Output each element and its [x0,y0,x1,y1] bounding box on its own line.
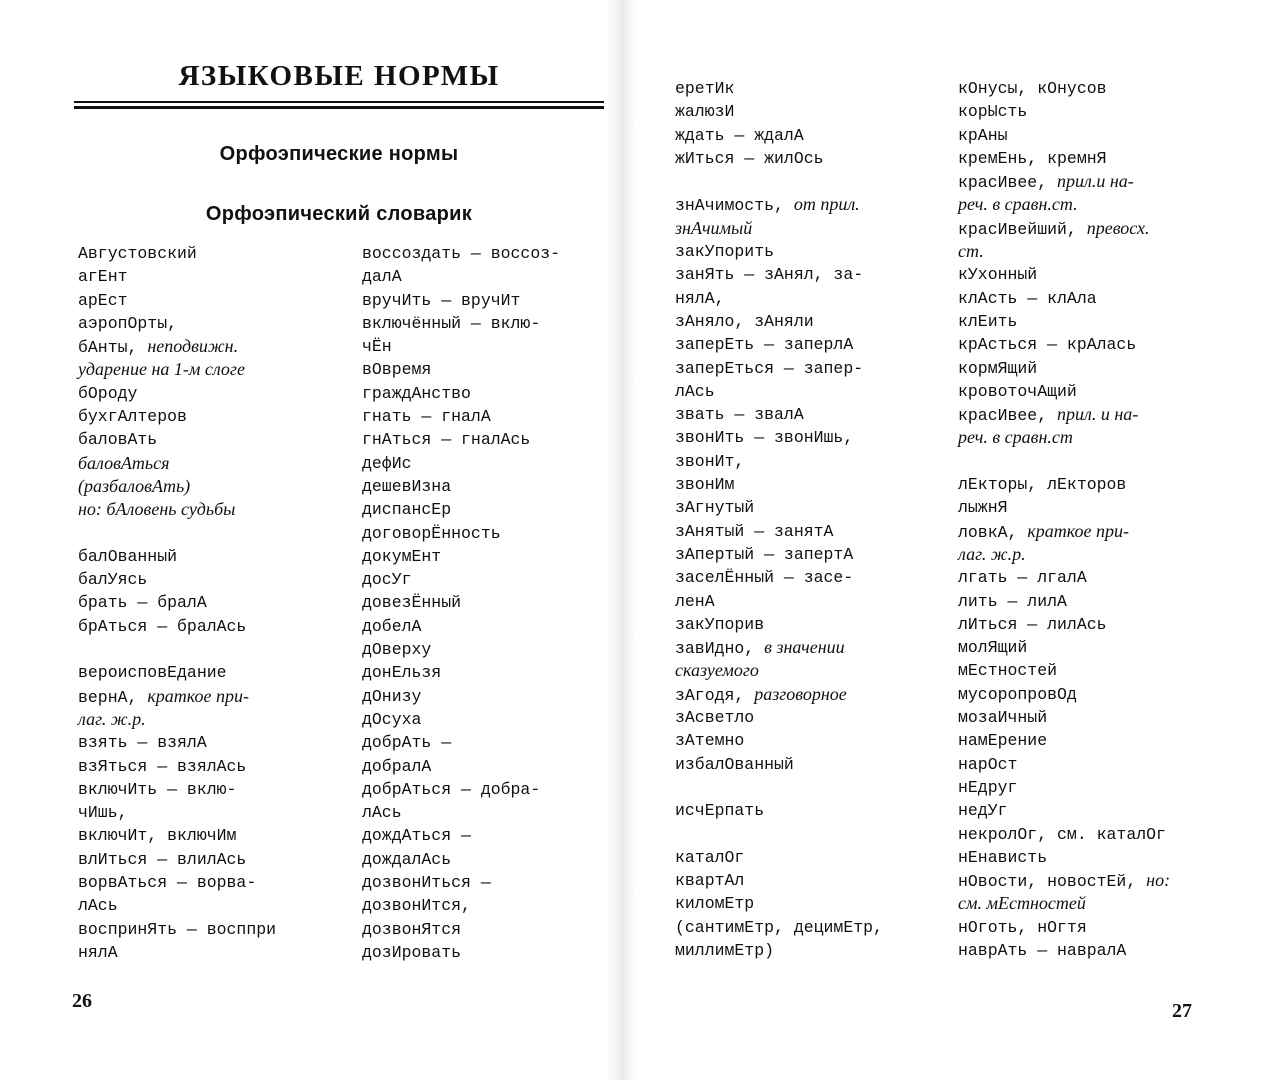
entry-text: недУг [958,801,1008,821]
dictionary-entry [958,659,1170,682]
dictionary-entry [675,846,883,869]
entry-text: заперЕться — запер- [675,358,864,378]
entry-text: кровоточАщий [958,381,1077,401]
dictionary-entry [958,426,1170,449]
entry-note: прил. и на- [1057,404,1139,425]
dictionary-entry [675,333,883,356]
dictionary-entry [675,916,883,939]
dictionary-entry [958,683,1170,706]
entry-text: мусоропровОд [958,684,1077,704]
entry-text: лАсь [362,803,402,823]
entry-text: брать — бралА [78,593,207,613]
entry-text: звать — звалА [675,405,804,425]
entry-text: дОверху [362,640,432,660]
entry-text: намЕрение [958,731,1048,751]
entry-text: нОвости, новостЕй, [958,872,1147,892]
entry-text: кремЕнь, кремнЯ [958,148,1107,168]
dictionary-entry [675,869,883,892]
entry-text: крАсться — крАлась [958,335,1137,355]
entry-note: реч. в сравн.ст [958,427,1073,448]
dictionary-entry [362,428,560,451]
entry-text: дождАться — [362,826,471,846]
entry-text: лАсь [78,896,118,916]
dictionary-entry [362,615,560,638]
dictionary-entry [675,100,883,123]
dictionary-entry [362,265,560,288]
dictionary-entry [958,147,1170,170]
entry-text: жИться — жилОсь [675,148,824,168]
entry-note: ст. [958,241,984,262]
dictionary-entry [958,892,1170,915]
dictionary-entry [78,498,276,521]
entry-text: кормЯщий [958,358,1038,378]
dictionary-entry [675,706,883,729]
dictionary-entry [958,357,1170,380]
dictionary-entry [362,801,560,824]
dictionary-entry [362,335,560,358]
entry-text: дОнизу [362,686,422,706]
entry-text: балУясь [78,570,148,590]
dictionary-entry [675,193,883,216]
entry-text: чЁн [362,337,392,357]
entry-note: ударение на 1-м слоге [78,359,245,380]
entry-text: лгать — лгалА [958,568,1087,588]
dictionary-entry [362,591,560,614]
dictionary-entry [958,287,1170,310]
entry-text: добрАть — [362,733,452,753]
entry-text: зАнятый — занятА [675,521,834,541]
entry-text: крАны [958,125,1008,145]
entry-text: включИт, включИм [78,826,237,846]
entry-text: некролОг, см. каталОг [958,824,1166,844]
dictionary-entry [362,778,560,801]
dictionary-entry [78,685,276,708]
entry-note: баловАться [78,452,170,473]
entry-text: наврАть — навралА [958,940,1127,960]
dictionary-entry [78,335,276,358]
dictionary-entry [78,358,276,381]
dictionary-entry [675,753,883,776]
dictionary-entry [958,77,1170,100]
dictionary-entry [362,941,560,964]
dictionary-entry [675,496,883,519]
entry-text: дешевИзна [362,476,452,496]
entry-note: лаг. ж.р. [78,708,146,729]
dictionary-entry [78,475,276,498]
dictionary-entry [675,566,883,589]
dictionary-entry [78,568,276,591]
dictionary-entry [958,939,1170,962]
entry-text: красИвее, [958,173,1058,193]
dictionary-entry [958,613,1170,636]
entry-text: далА [362,267,402,287]
entry-text: квартАл [675,871,745,891]
entry-text: аэропОрты, [78,313,178,333]
entry-text: ворвАться — ворва- [78,873,257,893]
dictionary-entry [78,661,276,684]
entry-text: Августовский [78,244,197,263]
dictionary-entry [362,289,560,312]
dictionary-entry [78,941,276,964]
entry-note: сказуемого [675,660,759,681]
entry-text: бАнты, [78,338,148,358]
dictionary-entry [78,615,276,638]
entry-text: нарОст [958,754,1018,774]
dictionary-entry [78,848,276,871]
page-number-left: 26 [72,990,92,1012]
dictionary-entry [675,520,883,543]
dictionary-entry [675,543,883,566]
entry-text: гнать — гналА [362,407,491,427]
entry-text: красИвее, [958,406,1058,426]
dictionary-entry [78,382,276,405]
entry-text: нялА, [675,288,725,308]
entry-text: миллимЕтр) [675,940,775,960]
entry-text: ленА [675,591,715,611]
dictionary-entry [958,869,1170,892]
dictionary-entry [362,312,560,335]
entry-text: звонИм [675,475,735,495]
entry-text: вручИть — вручИт [362,290,521,310]
entry-text: вОвремя [362,360,432,380]
blank-line [675,776,883,799]
dictionary-entry [675,403,883,426]
blank-line [675,823,883,846]
dictionary-entry [958,916,1170,939]
blank-line [675,170,883,193]
dictionary-entry [362,755,560,778]
dictionary-entry [362,358,560,381]
dictionary-entry [675,426,883,449]
entry-text: воссоздать — воссоз- [362,244,561,263]
entry-note: но: бАловень судьбы [78,499,236,520]
entry-note: реч. в сравн.ст. [958,194,1078,215]
entry-text: нЕдруг [958,777,1018,797]
entry-text: клАсть — клАла [958,288,1097,308]
entry-text: завИдно, [675,639,765,659]
entry-text: лАсь [675,381,715,401]
entry-text: гнАться — гналАсь [362,430,531,450]
entry-text: киломЕтр [675,894,755,914]
entry-text: ждать — ждалА [675,125,804,145]
dictionary-entry [362,824,560,847]
dictionary-entry [362,894,560,917]
dictionary-entry [362,731,560,754]
dictionary-entry [78,289,276,312]
entry-text: закУпорить [675,242,775,262]
dictionary-entry [958,310,1170,333]
dictionary-entry [958,566,1170,589]
dictionary-entry [675,217,883,240]
entry-note: в значении [764,637,845,658]
blank-line [958,450,1170,473]
entry-text: баловАть [78,430,158,450]
entry-text: зАпертый — запертА [675,544,854,564]
entry-text: взять — взялА [78,733,207,753]
dictionary-column-1 [78,242,276,964]
dictionary-entry [78,242,276,265]
entry-text: зАгнутый [675,498,755,518]
entry-text: лЕкторы, лЕкторов [958,475,1127,495]
title-double-rule [74,101,604,109]
entry-text: заперЕть — заперлА [675,335,854,355]
dictionary-entry [362,848,560,871]
entry-text: дозвонЯтся [362,919,462,939]
entry-text: молЯщий [958,638,1028,658]
entry-note: от прил. [793,194,860,215]
entry-text: брАться — бралАсь [78,616,247,636]
dictionary-entry [675,310,883,333]
dictionary-column-2 [362,242,560,964]
entry-text: договорЁнность [362,523,501,543]
dictionary-entry [958,706,1170,729]
entry-text: арЕст [78,290,128,310]
dictionary-entry [958,799,1170,822]
dictionary-entry [958,124,1170,147]
entry-note: лаг. ж.р. [958,543,1026,564]
dictionary-entry [78,545,276,568]
entry-text: каталОг [675,847,745,867]
dictionary-entry [362,545,560,568]
dictionary-entry [362,871,560,894]
dictionary-entry [675,590,883,613]
dictionary-entry [958,193,1170,216]
entry-text: звонИт, [675,451,745,471]
dictionary-entry [78,778,276,801]
entry-note: разговорное [754,683,847,704]
dictionary-entry [675,729,883,752]
dictionary-entry [78,801,276,824]
dictionary-entry [362,242,560,265]
entry-note: превосх. [1086,217,1150,238]
entry-text: мЕстностей [958,661,1058,681]
dictionary-entry [78,708,276,731]
entry-text: исчЕрпать [675,801,765,821]
dictionary-entry [675,636,883,659]
dictionary-entry [675,892,883,915]
dictionary-entry [958,473,1170,496]
dictionary-entry [362,452,560,475]
dictionary-entry [362,405,560,428]
entry-note: прил.и на- [1057,171,1134,192]
dictionary-entry [958,636,1170,659]
dictionary-entry [675,939,883,962]
dictionary-entry [362,638,560,661]
entry-text: нЕнависть [958,847,1048,867]
dictionary-entry [958,496,1170,519]
dictionary-entry [958,823,1170,846]
dictionary-entry [78,428,276,451]
subsection-title: Орфоэпический словарик [205,203,473,225]
entry-text: клЕить [958,311,1018,331]
entry-text: диспансЕр [362,500,452,520]
dictionary-entry [78,824,276,847]
dictionary-entry [362,475,560,498]
entry-text: красИвейший, [958,219,1087,239]
dictionary-entry [675,380,883,403]
page-number-right: 27 [1172,1000,1192,1022]
dictionary-entry [958,240,1170,263]
entry-text: дефИс [362,453,412,473]
dictionary-entry [675,357,883,380]
entry-text: нялА [78,942,118,962]
dictionary-entry [362,498,560,521]
dictionary-entry [958,520,1170,543]
entry-text: влИться — влилАсь [78,849,247,869]
entry-text: добелА [362,616,422,636]
chapter-title: ЯЗЫКОВЫЕ НОРМЫ [178,60,500,92]
entry-text: нОготь, нОгтя [958,917,1087,937]
dictionary-entry [78,918,276,941]
dictionary-entry [78,755,276,778]
dictionary-entry [78,894,276,917]
dictionary-column-3 [675,77,883,962]
dictionary-entry [675,450,883,473]
dictionary-entry [78,405,276,428]
entry-text: воспринЯть — восппри [78,919,277,939]
dictionary-entry [362,661,560,684]
dictionary-entry [362,382,560,405]
entry-text: бухгАлтеров [78,407,187,427]
dictionary-entry [958,729,1170,752]
dictionary-entry [78,265,276,288]
entry-text: лыжнЯ [958,498,1008,518]
dictionary-entry [675,799,883,822]
entry-text: дозвонИться — [362,873,491,893]
entry-text: заселЁнный — засе- [675,568,854,588]
entry-note: (разбаловАть) [78,475,191,496]
dictionary-entry [958,333,1170,356]
entry-text: вернА, [78,687,148,707]
book-gutter [606,0,636,1080]
entry-text: корЫсть [958,102,1028,122]
blank-line [78,522,276,545]
entry-text: лИться — лилАсь [958,614,1107,634]
entry-note: знАчимый [675,217,753,238]
dictionary-entry [958,543,1170,566]
entry-text: добралА [362,756,432,776]
entry-text: добрАться — добра- [362,779,541,799]
entry-text: зАняло, зАняли [675,311,814,331]
dictionary-entry [675,473,883,496]
entry-text: занЯть — зАнял, за- [675,265,864,285]
entry-text: докумЕнт [362,546,442,566]
dictionary-entry [958,776,1170,799]
dictionary-entry [362,522,560,545]
blank-line [78,638,276,661]
entry-note: неподвижн. [147,336,239,357]
entry-text: мозаИчный [958,708,1048,728]
dictionary-entry [362,568,560,591]
dictionary-entry [78,452,276,475]
entry-text: зАтемно [675,731,745,751]
entry-text: лить — лилА [958,591,1067,611]
entry-note: см. мЕстностей [958,893,1086,914]
dictionary-entry [675,240,883,263]
dictionary-entry [675,659,883,682]
section-title: Орфоэпические нормы [219,143,459,165]
dictionary-entry [78,731,276,754]
dictionary-entry [958,846,1170,869]
entry-text: бОроду [78,383,138,403]
entry-text: кОнусы, кОнусов [958,79,1107,98]
entry-text: знАчимость, [675,196,794,216]
entry-text: взЯться — взялАсь [78,756,247,776]
entry-text: ловкА, [958,522,1028,542]
entry-note: краткое при- [1027,520,1129,541]
entry-text: чИшь, [78,803,128,823]
dictionary-entry [675,613,883,636]
dictionary-entry [958,217,1170,240]
entry-text: кУхонный [958,265,1038,285]
dictionary-entry [675,683,883,706]
entry-text: досУг [362,570,412,590]
dictionary-entry [958,380,1170,403]
dictionary-entry [78,591,276,614]
dictionary-entry [362,708,560,731]
entry-text: дозвонИтся, [362,896,471,916]
dictionary-entry [78,871,276,894]
entry-note: но: [1146,870,1171,891]
entry-note: краткое при- [147,685,249,706]
dictionary-entry [958,403,1170,426]
entry-text: дождалАсь [362,849,452,869]
dictionary-entry [675,147,883,170]
entry-text: агЕнт [78,267,128,287]
entry-text: включённый — вклю- [362,313,541,333]
dictionary-entry [362,918,560,941]
entry-text: избалОванный [675,754,794,774]
entry-text: закУпорив [675,614,765,634]
dictionary-entry [675,124,883,147]
entry-text: донЕльзя [362,663,442,683]
dictionary-entry [958,170,1170,193]
entry-text: (сантимЕтр, децимЕтр, [675,917,883,937]
entry-text: звонИть — звонИшь, [675,428,854,448]
entry-text: включИть — вклю- [78,779,237,799]
entry-text: граждАнство [362,383,471,403]
dictionary-entry [675,287,883,310]
dictionary-entry [362,685,560,708]
entry-text: дОсуха [362,709,422,729]
entry-text: зАгодя, [675,685,755,705]
entry-text: довезЁнный [362,593,462,613]
dictionary-entry [78,312,276,335]
dictionary-entry [958,753,1170,776]
entry-text: дозИровать [362,942,462,962]
dictionary-entry [958,590,1170,613]
entry-text: вероисповЕдание [78,663,227,683]
entry-text: зАсветло [675,708,755,728]
entry-text: еретИк [675,79,735,98]
entry-text: жалюзИ [675,102,735,122]
dictionary-entry [675,263,883,286]
dictionary-column-4 [958,77,1170,962]
dictionary-entry [958,263,1170,286]
dictionary-entry [958,100,1170,123]
entry-text: балОванный [78,546,178,566]
dictionary-entry [675,77,883,100]
